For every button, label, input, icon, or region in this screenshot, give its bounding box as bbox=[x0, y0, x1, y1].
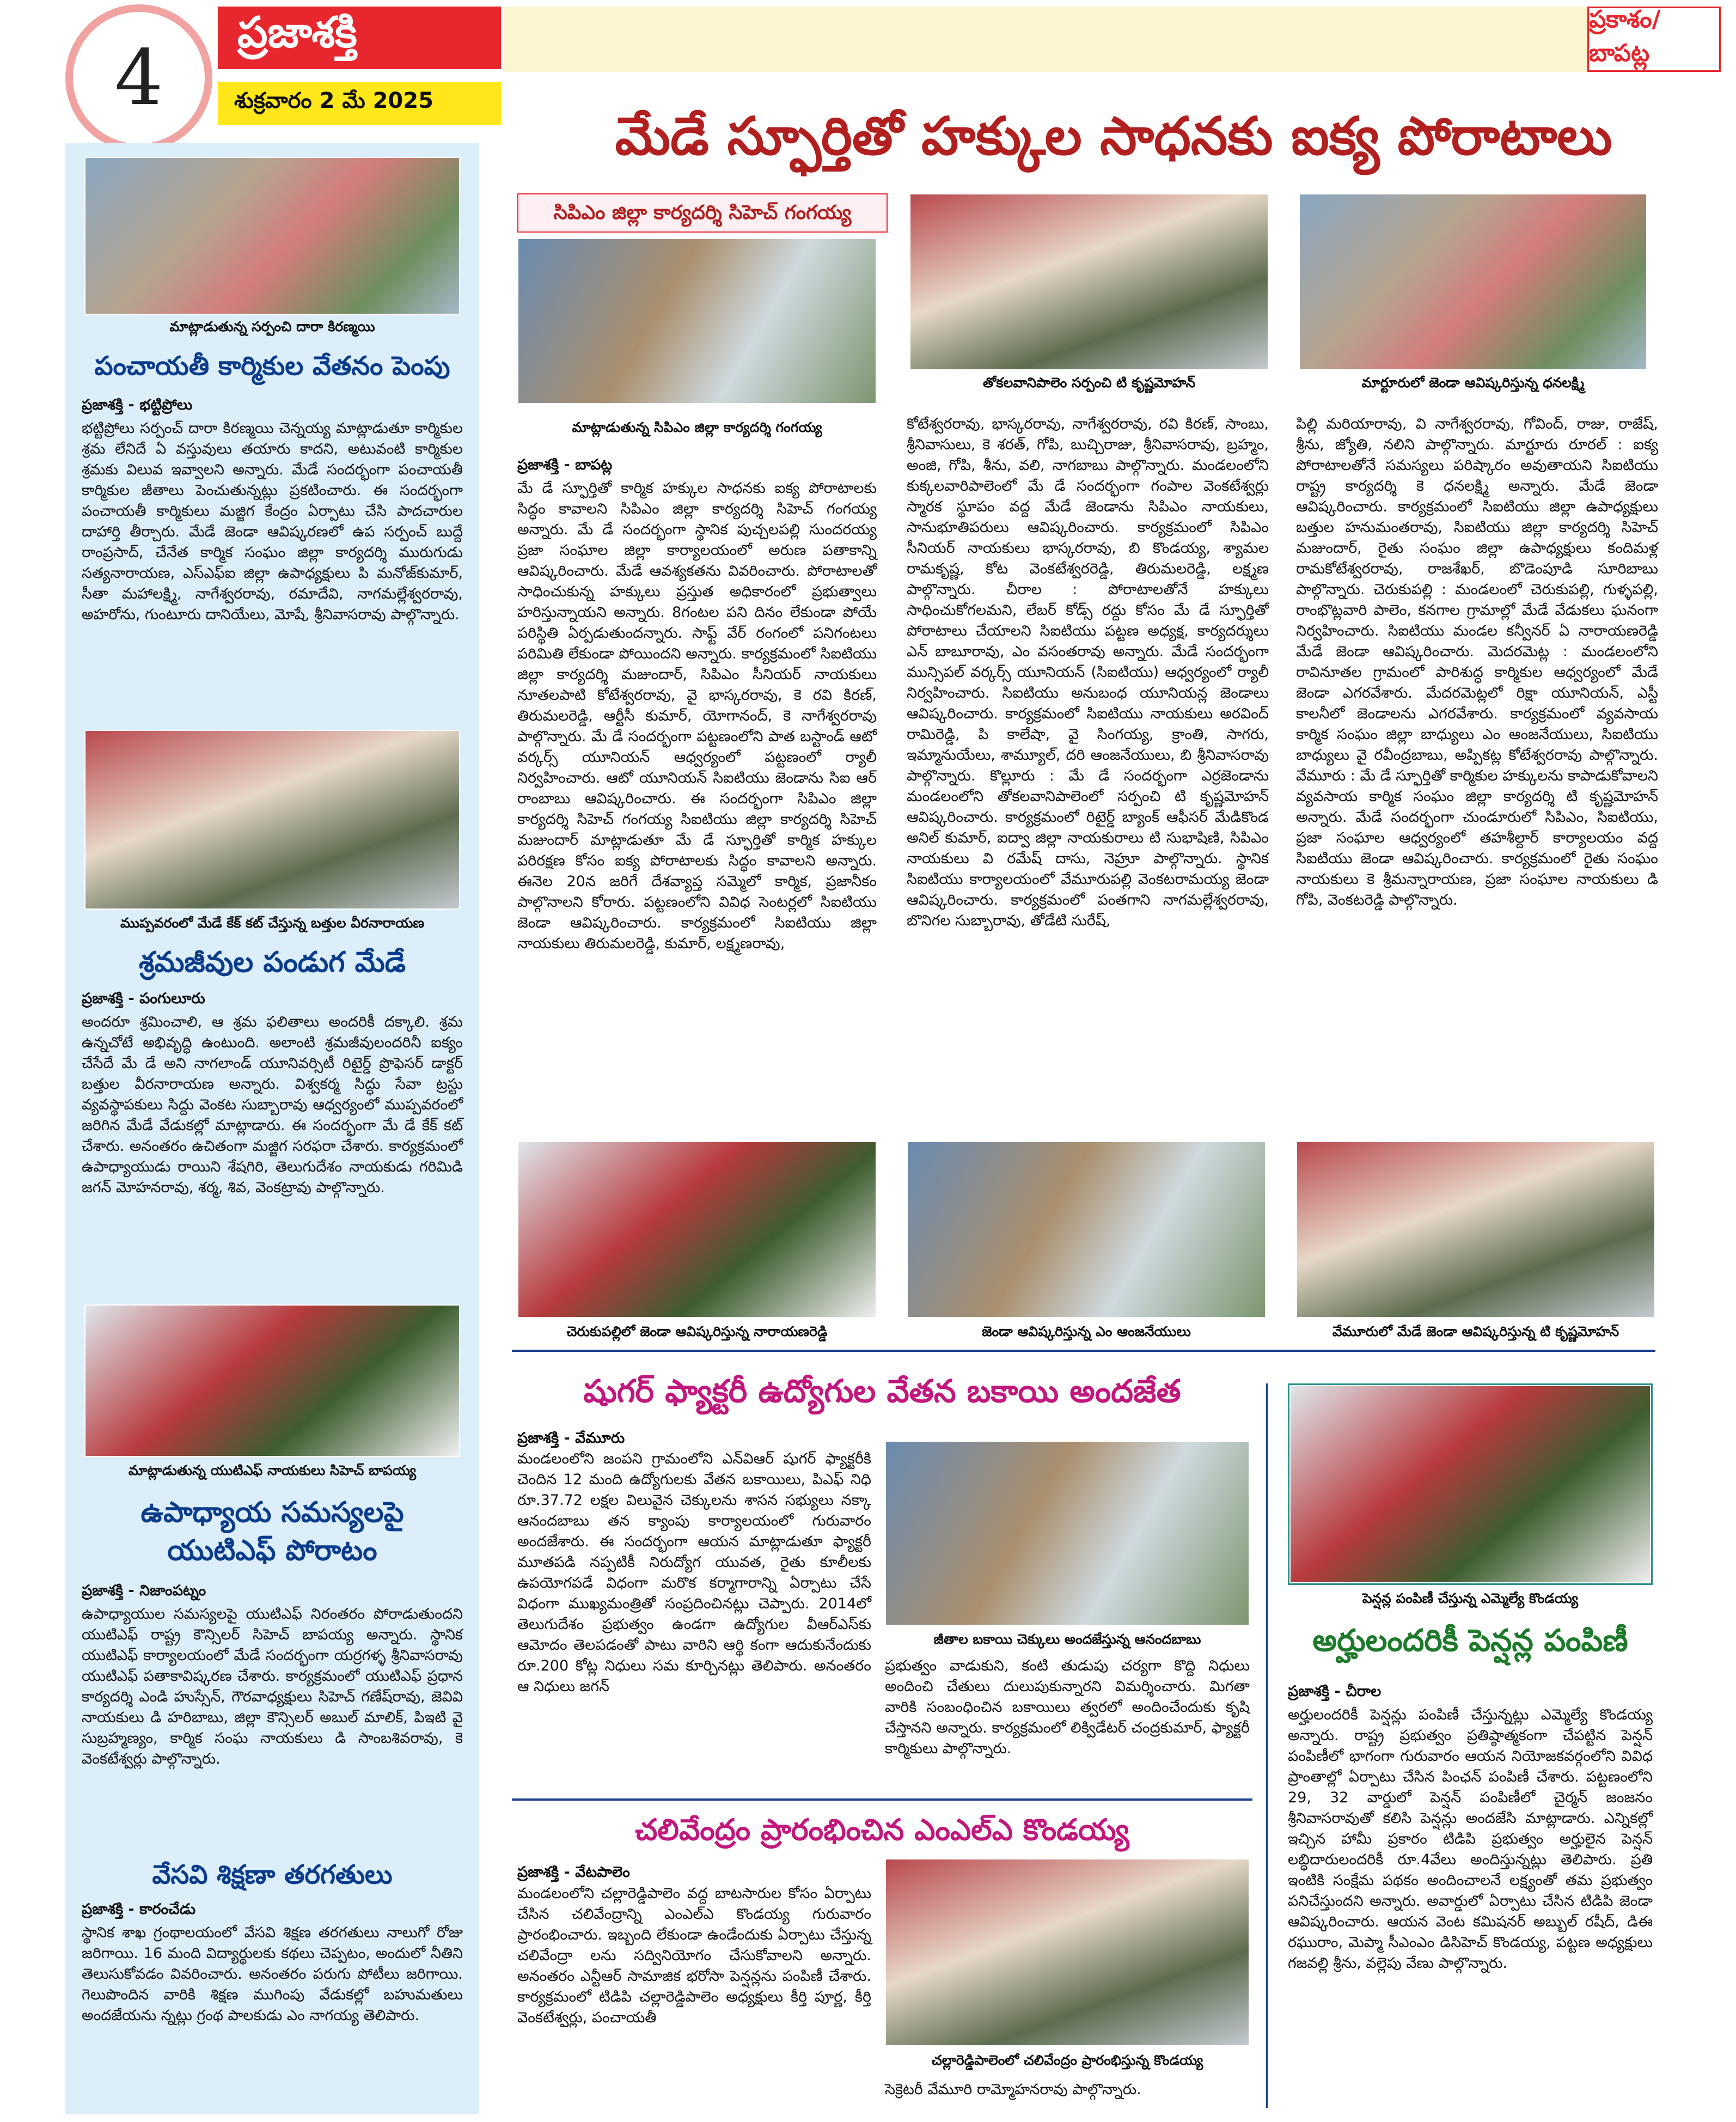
article-body-mayday: అందరూ శ్రమించాలి, ఆ శ్రమ ఫలితాలు అందరికీ దక్కాలి. శ్రమ ఉన్నచోటే అభివృద్ధి ఉంటుంది. అలాంటి శ్రమజీవులందరినీ ఐక్యం చేసేదే మే డే అని నాగలాండ్ యూనివర్సిటీ రిటైర్డ్ ప్రొఫెసర్ డాక్టర్ బత్తుల వీరనారాయణ అన్నారు. విశ్వకర్మ సిద్ధు సేవా ట్రస్టు వ్యవస్థాపకులు సిద్దు వెంకట సుబ్బారావు ఆధ్వర్యంలో ముప్పవరంలో జరిగిన మేడే వేడుకల్లో మాట్లాడారు. ఈ సందర్భంగా మే డే కేక్ కట్ చేశారు. అనంతరం ఉచితంగా మజ్జిగ సరఫరా చేశారు. కార్యక్రమంలో ఉపాధ్యాయుడు రాయిని శేషగిరి, తెలుగుదేశం నాయకుడు గరిమిడి జగన్ మోహనరావు, శర్మ, శివ, వెంకట్రావు పాల్గొన్నారు. bbox=[82, 1014, 463, 1196]
dateline-vemuru: ప్రజాశక్తి - వేమూరు bbox=[517, 1430, 625, 1447]
article-body-col-c: పిల్లి మరియారావు, వి నాగేశ్వరరావు, గోవింద్, రాజు, రాజేష్, శ్రీను, జ్యోతి, నలిని పాల్గొన్నారు. మార్టూరు రూరల్ : ఐక్య పోరాటాలతోనే సమస్యలు పరిష్కారం అవుతాయని సిఐటియు రాష్ట్ర కార్యదర్శి కె ధనలక్ష్మి అన్నారు. మేడే జెండా ఆవిష్కరించారు. కార్యక్రమంలో సిఐటియు జిల్లా ఉపాధ్యక్షులు బత్తుల హనుమంతరావు, సిఐటియు జిల్లా కార్యదర్శి సిహెచ్ మజుందార్, రైతు సంఘం జిల్లా ఉపాధ్యక్షులు కందిమళ్ల రామకోటేశ్వరరావు, రాజశేఖర్, బొడెంపూడి సూరిబాబు పాల్గొన్నారు. చెరుకుపల్లి : మండలంలో చెరుకుపల్లి, గుళ్ళపల్లి, రాంభొట్లవారి పాలెం, కనగాల గ్రామాల్లో మేడే వేడుకలు ఘనంగా నిర్వహించారు. సిఐటియు మండల కన్వీనర్ ఏ నారాయణరెడ్డి మేడే జెండా ఆవిష్కరించారు. మెదరమెట్ల : మండలంలోని రావినూతల గ్రామంలో పారిశుద్ధ కార్మికుల ఆధ్వర్యంలో మేడే జెండా ఎగరవేశారు. మేదరమెట్లలో రిక్షా యూనియన్, ఎస్టీ కాలనీలో జెండాలను ఎగరవేశారు. కార్యక్రమంలో వ్యవసాయ కార్మిక సంఘం జిల్లా బాధ్యులు ఎం ఆంజనేయులు, సిఐటియు బాధ్యులు వై రవీంద్రబాబు, అప్పికట్ల కోటేశ్వరరావు పాల్గొన్నారు. వేమూరు : మే డే స్ఫూర్తితో కార్మికుల హక్కులను కాపాడుకోవాలని వ్యవసాయ కార్మిక సంఘం జిల్లా కార్యదర్శి టి కృష్ణమోహన్ అన్నారు. మేడే సందర్భంగా చుండూరులో సిపిఎం, సిఐటియు, ప్రజా సంఘాల ఆధ్వర్యంలో తహశీల్దార్ కార్యాలయం వద్ద సిఐటియు జెండా ఆవిష్కరించారు. కార్యక్రమంలో రైతు సంఘం నాయకులు కె శ్రీమన్నారాయణ, ప్రజా సంఘాల నాయకులు డి గోపి, వెంకటరెడ్డి పాల్గొన్నారు. bbox=[1296, 416, 1658, 908]
caption-utf: మాట్లాడుతున్న యుటిఎఫ్ నాయకులు సిహెచ్ బాపయ్య bbox=[128, 1462, 417, 1478]
photo-krishnamohan bbox=[909, 193, 1269, 370]
photo-pension bbox=[1289, 1385, 1651, 1583]
section-head-mayday: శ్రమజీవుల పండుగ మేడే bbox=[138, 946, 406, 979]
divider-mayday bbox=[512, 1350, 1655, 1352]
photo-sarpanch bbox=[84, 157, 460, 315]
dateline-bhattiprolu: ప్రజాశక్తి - భట్టిప్రోలు bbox=[82, 397, 193, 413]
caption-krishnamohan: తోకలవానిపాలెం సర్పంచి టి కృష్ణమోహన్ bbox=[982, 375, 1196, 391]
photo-anjaneyulu bbox=[907, 1141, 1266, 1318]
article-body-chalivendram-end: సెక్రెటరీ వేమూరి రామ్మోహనరావు పాల్గొన్నారు. bbox=[885, 2081, 1141, 2098]
caption-gangaiah: మాట్లాడుతున్న సిపిఎం జిల్లా కార్యదర్శి గంగయ్య bbox=[572, 419, 822, 435]
article-body-chalivendram: మండలంలోని చల్లారెడ్డిపాలెం వద్ద బాటసారుల కోసం ఏర్పాటు చేసిన చలివేంద్రాన్ని ఎంఎల్ఎ కొండయ్య గురువారం ప్రారంభించారు. ఇబ్బంది లేకుండా ఉండేందుకు ఏర్పాటు చేస్తున్న చలివేంద్రా లను సద్వినియోగం చేసుకోవాలని అన్నారు. అనంతరం ఎన్టీఆర్ సామాజిక భరోసా పెన్షన్లను పంపిణీ చేశారు. కార్యక్రమంలో టిడిపి చల్లారెడ్డిపాలెం అధ్యక్షులు కీర్తి పూర్ణ, కీర్తి వెంకటేశ్వర్లు, పంచాయతీ bbox=[517, 1885, 871, 2026]
section-head-pension: అర్హులందరికీ పెన్షన్ల పంపిణీ bbox=[1312, 1623, 1628, 1658]
article-body-summer: స్థానిక శాఖ గ్రంథాలయంలో వేసవి శిక్షణ తరగతులు నాలుగో రోజు జరిగాయి. 16 మంది విద్యార్థులకు కథలు చెప్పటం, అందులో నీతిని తెలుసుకోవడం వివరించారు. అనంతరం పరుగు పోటీలు జరిగాయి. గెలుపొందిన వారికి శిక్షణ ముగింపు వేడుకల్లో బహుమతులు అందజేయను న్నట్లు గ్రంథ పాలకుడు ఎం నాగయ్య తెలిపారు. bbox=[82, 1924, 463, 2024]
ribbon-gangaiah: సిపిఎం జిల్లా కార్యదర్శి సిహెచ్ గంగయ్య bbox=[517, 193, 888, 233]
caption-sugar: జీతాల బకాయి చెక్కులు అందజేస్తున్న ఆనందబాబు bbox=[933, 1631, 1201, 1647]
photo-sugar bbox=[885, 1441, 1250, 1626]
dateline-vetapalem: ప్రజాశక్తి - వేటపాలెం bbox=[517, 1864, 630, 1881]
section-head-panchayat: పంచాయతీ కార్మికుల వేతనం పెంపు bbox=[94, 351, 450, 381]
divider-pension bbox=[1266, 1383, 1268, 2108]
header-strip bbox=[504, 7, 1587, 72]
dateline-karamchedu: ప్రజాశక్తి - కారంచేడు bbox=[82, 1901, 196, 1918]
article-body-col-b: కోటేశ్వరరావు, భాస్కరరావు, నాగేశ్వరరావు, రవి కిరణ్, సాంబు, శ్రీనివాసులు, కె శరత్, గోపి, బుచ్చిరాజు, శ్రీనివాసరావు, బ్రహ్మం, అంజి, గోపి, శీను, వలి, నాగబాబు పాల్గొన్నారు. మండలంలోని కుక్కలవారిపాలెంలో మే డే సందర్భంగా గంపాల వెంకటేశ్వర్లు స్మారక స్థూపం వద్ద మేడే జెండాను సిపిఎం నాయకులు, సానుభూతిపరులు ఆవిష్కరించారు. కార్యక్రమంలో సిపిఎం సీనియర్ నాయకులు భాస్కరరావు, బి కొండయ్య, శ్యామల రామకృష్ణ, కోట వెంకటేశ్వరరెడ్డి, తిరుమలరెడ్డి, లక్ష్మణ పాల్గొన్నారు. చీరాల : పోరాటాలతోనే హక్కులు సాధించుకోగలమని, లేబర్ కోడ్స్ రద్దు కోసం మే డే స్ఫూర్తితో పోరాటాలు చేయాలని సిఐటియు పట్టణ అధ్యక్ష, కార్యదర్శులు ఎన్ బాబూరావు, ఎం వసంతరావు అన్నారు. మేడే సందర్భంగా మున్సిపల్ వర్కర్స్ యూనియన్ (సిఐటియు) ఆధ్వర్యంలో ర్యాలీ నిర్వహించారు. సిఐటియు అనుబంధ యూనియన్ల జెండాలు ఆవిష్కరించారు. కార్యక్రమంలో సిఐటియు నాయకులు అరవింద్ రామిరెడ్డి, పి కాలేషా, వై సింగయ్య, క్రాంతి, సాగరు, ఇమ్మానుయేలు, శామ్యూల్, దరి ఆంజనేయులు, బి శ్రీనివాసరావు పాల్గొన్నారు. కొల్లూరు : మే డే సందర్భంగా ఎర్రజెండాను మండలంలోని తోకలవానిపాలెంలో సర్పంచి టి కృష్ణమోహన్ ఆవిష్కరించారు. కార్యక్రమంలో రిటైర్డ్ బ్యాంక్ ఆఫీసర్ మేడికొండ అనిల్ కుమార్, ఐద్వా జిల్లా నాయకురాలు టి సుభాషిణి, సిపిఎం నాయకులు వి రమేష్ దాసు, నెహ్రూ పాల్గొన్నారు. స్థానిక సిఐటియు కార్యాలయంలో వేమూరుపల్లి వెంకటరామయ్య జెండా ఆవిష్కరించారు. కార్యక్రమంలో పంతగాని నాగమల్లేశ్వరరావు, బొనిగల సుబ్బారావు, తోడేటి సురేష్, bbox=[907, 416, 1269, 929]
section-head-sugar: షుగర్ ఫ్యాక్టరీ ఉద్యోగుల వేతన బకాయి అందజేత bbox=[583, 1373, 1181, 1410]
photo-cherukupalli bbox=[517, 1141, 877, 1318]
page-number: 4 bbox=[65, 4, 212, 151]
photo-gangaiah bbox=[517, 238, 877, 404]
article-body-panchayat: భట్టిప్రోలు సర్పంచ్ దారా కిరణ్మయి చెన్నయ్య మాట్లాడుతూ కార్మికుల శ్రమ లేనిదే ఏ వస్తువులు తయారు కాదని, అటువంటి కార్మికుల శ్రమకు విలువ ఇవ్వాలని అన్నారు. మేడే సందర్భంగా పంచాయతీ కార్మికుల జీతాలు పెంచుతున్నట్లు ప్రకటించారు. ఈ సందర్భంగా పంచాయతీ కార్మికులు మజ్జిగ కేంద్రం ఏర్పాటు చేసి పాదచారుల దాహార్తి తీర్చారు. మేడే జెండా ఆవిష్కరణలో ఉప సర్పంచ్ బుద్దే రాంప్రసాద్, చేనేత కార్మిక సంఘం జిల్లా కార్యదర్శి మురుగుడు సత్యనారాయణ, ఎస్ఎఫ్ఐ జిల్లా ఉపాధ్యక్షులు పి మనోజ్‌కుమార్, సీతా మహాలక్ష్మి, నాగేశ్వరరావు, రమాదేవి, నాగమల్లేశ్వరరావు, అహరోను, గుంటూరు దానియేలు, మోషే, శ్రీనివాసరావు పాల్గొన్నారు. bbox=[82, 420, 463, 623]
dateline-nizampatnam: ప్రజాశక్తి - నిజాంపట్నం bbox=[82, 1582, 206, 1599]
caption-cherukupalli: చెరుకుపల్లిలో జెండా ఆవిష్కరిస్తున్న నారాయణరెడ్డి bbox=[566, 1324, 828, 1339]
photo-dhanalakshmi bbox=[1299, 193, 1647, 370]
divider-sugar bbox=[512, 1798, 1252, 1801]
photo-cake-cut bbox=[84, 730, 460, 910]
article-body-sugar-1: మండలంలోని జంపని గ్రామంలోని ఎన్‌విఆర్ షుగర్ ఫ్యాక్టరీకి చెందిన 12 మంది ఉద్యోగులకు వేతన బకాయిలు, పిఎఫ్ నిధి రూ.37.72 లక్షల విలువైన చెక్కులను శాసన సభ్యులు నక్కా ఆనందబాబు తన క్యాంపు కార్యాలయంలో గురువారం అందజేశారు. ఈ సందర్భంగా ఆయన మాట్లాడుతూ ఫ్యాక్టరీ మూతపడి నప్పటికీ నిరుద్యోగ యువత, రైతు కూలీలకు ఉపయోగపడే విధంగా మరొక కర్మాగారాన్ని ఏర్పాటు చేసే విధంగా ముఖ్యమంత్రితో సంప్రదించినట్లు చెప్పారు. 2014లో తెలుగుదేశం ప్రభుత్వం ఉండగా ఉద్యోగుల వీఆర్ఎస్‌కు ఆమోదం తెలపడంతో పాటు వారిని ఆర్థి కంగా ఆదుకునేందుకు రూ.200 కోట్ల నిధులు సమ కూర్చినట్లు తెలిపారు. అనంతరం ఆ నిధులు జగన్ bbox=[517, 1450, 871, 1695]
caption-pension: పెన్షన్ల పంపిణీ చేస్తున్న ఎమ్మెల్యే కొండయ్య bbox=[1362, 1590, 1579, 1606]
main-headline: మేడే స్ఫూర్తితో హక్కుల సాధనకు ఐక్య పోరాటాలు bbox=[615, 106, 1612, 167]
article-body-sugar-2: ప్రభుత్వం వాడుకుని, కంటి తుడుపు చర్యగా కొద్ది నిధులు అందించి చేతులు దులుపుకున్నారని విమర్శించారు. మిగతా వారికి సంబంధించిన బకాయిలు త్వరలో అందించేందుకు కృషి చేస్తానని అన్నారు. కార్యక్రమంలో లిక్విడేటర్ చంద్రకుమార్, ఫ్యాక్టరీ కార్మికులు పాల్గొన్నారు. bbox=[885, 1657, 1250, 1757]
dateline-pangaluru: ప్రజాశక్తి - పంగులూరు bbox=[82, 990, 205, 1007]
masthead-logo: ప్రజాశక్తి bbox=[218, 7, 501, 69]
photo-pension-frame bbox=[1288, 1383, 1653, 1585]
caption-chalivendram: చల్లారెడ్డిపాలెంలో చలివేంద్రం ప్రారంభిస్తున్న కొండయ్య bbox=[931, 2052, 1203, 2068]
caption-vemuru: వేమూరులో మేడే జెండా ఆవిష్కరిస్తున్న టి కృష్ణమోహన్ bbox=[1332, 1324, 1619, 1339]
section-head-summer: వేసవి శిక్షణా తరగతులు bbox=[152, 1859, 393, 1890]
caption-anjaneyulu: జెండా ఆవిష్కరిస్తున్న ఎం ఆంజనేయులు bbox=[982, 1324, 1191, 1339]
photo-utf bbox=[84, 1304, 460, 1457]
caption-cake-cut: ముప్పవరంలో మేడే కేక్ కట్ చేస్తున్న బత్తుల వీరనారాయణ bbox=[120, 915, 425, 931]
photo-vemuru bbox=[1296, 1141, 1655, 1318]
caption-sarpanch: మాట్లాడుతున్న సర్పంచి దారా కిరణ్మయి bbox=[169, 319, 375, 334]
section-head-utf-1: ఉపాధ్యాయ సమస్యలపై bbox=[140, 1496, 404, 1529]
article-body-col-a: మే డే స్ఫూర్తితో కార్మిక హక్కుల సాధనకు ఐక్య పోరాటాలకు సిద్ధం కావాలని సిపిఎం జిల్లా కార్యదర్శి సిహెచ్ గంగయ్య అన్నారు. మే డే సందర్భంగా స్థానిక పుచ్చలపల్లి సుందరయ్య ప్రజా సంఘాల జిల్లా కార్యాలయంలో అరుణ పతాకాన్ని ఆవిష్కరించారు. మేడే ఆవశ్యకతను వివరించారు. పోరాటాలతో సాధించుకున్న హక్కులు ప్రస్తుత అధికారంలో ప్రభుత్వాలు హరిస్తున్నాయని అన్నారు. 8గంటల పని దినం లేకుండా పోయే పరిస్థితి ఏర్పడుతుందన్నారు. సాఫ్ట్ వేర్ రంగంలో పనిగంటలు పరిమితి లేకుండా పోయిందని అన్నారు. కార్యక్రమంలో సిఐటియు జిల్లా కార్యదర్శి మజుందార్, సిపిఎం సీనియర్ నాయకులు నూతలపాటి కోటేశ్వరరావు, వై భాస్కరరావు, కె రవి కిరణ్, తిరుమలరెడ్డి, ఆర్టీసీ కుమార్, యోగానంద్, కె నాగేశ్వరరావు పాల్గొన్నారు. మే డే సందర్భంగా పట్టణంలోని పాత బస్టాండ్ ఆటో వర్కర్స్ యూనియన్ ఆధ్వర్యంలో పట్టణంలో ర్యాలీ నిర్వహించారు. ఆటో యూనియన్ సిఐటియు జెండాను సిఐ ఆర్ రాంబాబు ఆవిష్కరించారు. ఈ సందర్భంగా సిపిఎం జిల్లా కార్యదర్శి సిహెచ్ గంగయ్య సిఐటియు జిల్లా కార్యదర్శి సిహెచ్ మజుందార్ మాట్లాడుతూ మే డే స్ఫూర్తితో కార్మిక హక్కుల పరిరక్షణ కోసం ఐక్య పోరాటాలకు సిద్ధం కావాలని అన్నారు. ఈనెల 20న జరిగే దేశవ్యాప్త సమ్మెలో కార్మిక, ప్రజానీకం పాల్గొనాలని కోరారు. పట్టణంలోని వివిధ సెంటర్లలో సిఐటియు జెండా ఆవిష్కరించారు. కార్యక్రమంలో సిఐటియు జిల్లా నాయకులు తిరుమలరెడ్డి, కుమార్, లక్ష్మణరావు, bbox=[517, 480, 877, 952]
caption-dhanalakshmi: మార్టూరులో జెండా ఆవిష్కరిస్తున్న ధనలక్ష్మి bbox=[1361, 375, 1585, 391]
dateline-chirala: ప్రజాశక్తి - చీరాల bbox=[1288, 1683, 1382, 1700]
article-body-pension: అర్హులందరికీ పెన్షన్లు పంపిణీ చేస్తున్నట్లు ఎమ్మెల్యే కొండయ్య అన్నారు. రాష్ట్ర ప్రభుత్వం ప్రతిష్ఠాత్మకంగా చేపట్టిన పెన్షన్ పంపిణీలో భాగంగా గురువారం ఆయన నియోజకవర్గంలోని వివిధ ప్రాంతాల్లో ఏర్పాటు చేసిన పింఛన్ పంపిణీ చేశారు. పట్టణంలోని 29, 32 వార్డులో పెన్షన్ పంపిణీలో చైర్మన్ జంజనం శ్రీనివాసరావుతో కలిసి పెన్షన్లు అందజేసి మాట్లాడారు. ఎన్నికల్లో ఇచ్చిన హామీ ప్రకారం టిడిపి ప్రభుత్వం అర్హులైన పెన్షన్ లబ్ధిదారులందరికీ రూ.4వేలు అందిస్తున్నట్లు తెలిపారు. ప్రతి ఇంటికి సంక్షేమ పథకం అందించాలనే లక్ష్యంతో తమ ప్రభుత్వం పనిచేస్తుందని అన్నారు. అవార్డులో ఏర్పాటు చేసిన టిడిపి జెండా ఆవిష్కరించారు. ఆయన వెంట కమిషనర్ అబ్బుల్ రషీద్, డిఈ రఘురాం, మెప్మా సీఎంఎం డిసిహెచ్ కొండయ్య, పట్టణ అధ్యక్షులు గజవల్లి శ్రీను, వల్లెపు వేణు పాల్గొన్నారు. bbox=[1288, 1706, 1653, 1972]
section-head-utf-2: యుటిఎఫ్ పోరాటం bbox=[167, 1534, 377, 1567]
section-head-chalivendram: చలివేంద్రం ప్రారంభించిన ఎంఎల్ఎ కొండయ్య bbox=[635, 1813, 1129, 1847]
edition-date: శుక్రవారం 2 మే 2025 bbox=[218, 82, 501, 125]
dateline-bapatla: ప్రజాశక్తి - బాపట్ల bbox=[517, 456, 613, 473]
region-label: ప్రకాశం/బాపట్ల bbox=[1587, 7, 1721, 72]
photo-chalivendram bbox=[885, 1858, 1250, 2046]
article-body-utf: ఉపాధ్యాయుల సమస్యలపై యుటిఎఫ్ నిరంతరం పోరాడుతుందని యుటిఎఫ్ రాష్ట్ర కౌన్సిలర్ సిహెచ్ బాపయ్య అన్నారు. స్థానిక యుటిఎఫ్ కార్యాలయంలో మేడే సందర్భంగా యర్రగళ్ళ శ్రీనివాసరావు యుటిఎఫ్ పతాకావిష్కరణ చేశారు. కార్యక్రమంలో యుటిఎఫ్ ప్రధాన కార్యదర్శి ఎండి హుస్సేన్, గౌరవాధ్యక్షులు సిహెచ్ గణేష్‌రావు, జెవివి నాయకులు డి హరిబాబు, జిల్లా కౌన్సిలర్ అబుల్ మాలిక్, పిఇటి వై సుబ్రహ్మణ్యం, కార్మిక సంఘ నాయకులు డి సాంబశివరావు, కె వెంకటేశ్వర్లు పాల్గొన్నారు. bbox=[82, 1606, 463, 1767]
